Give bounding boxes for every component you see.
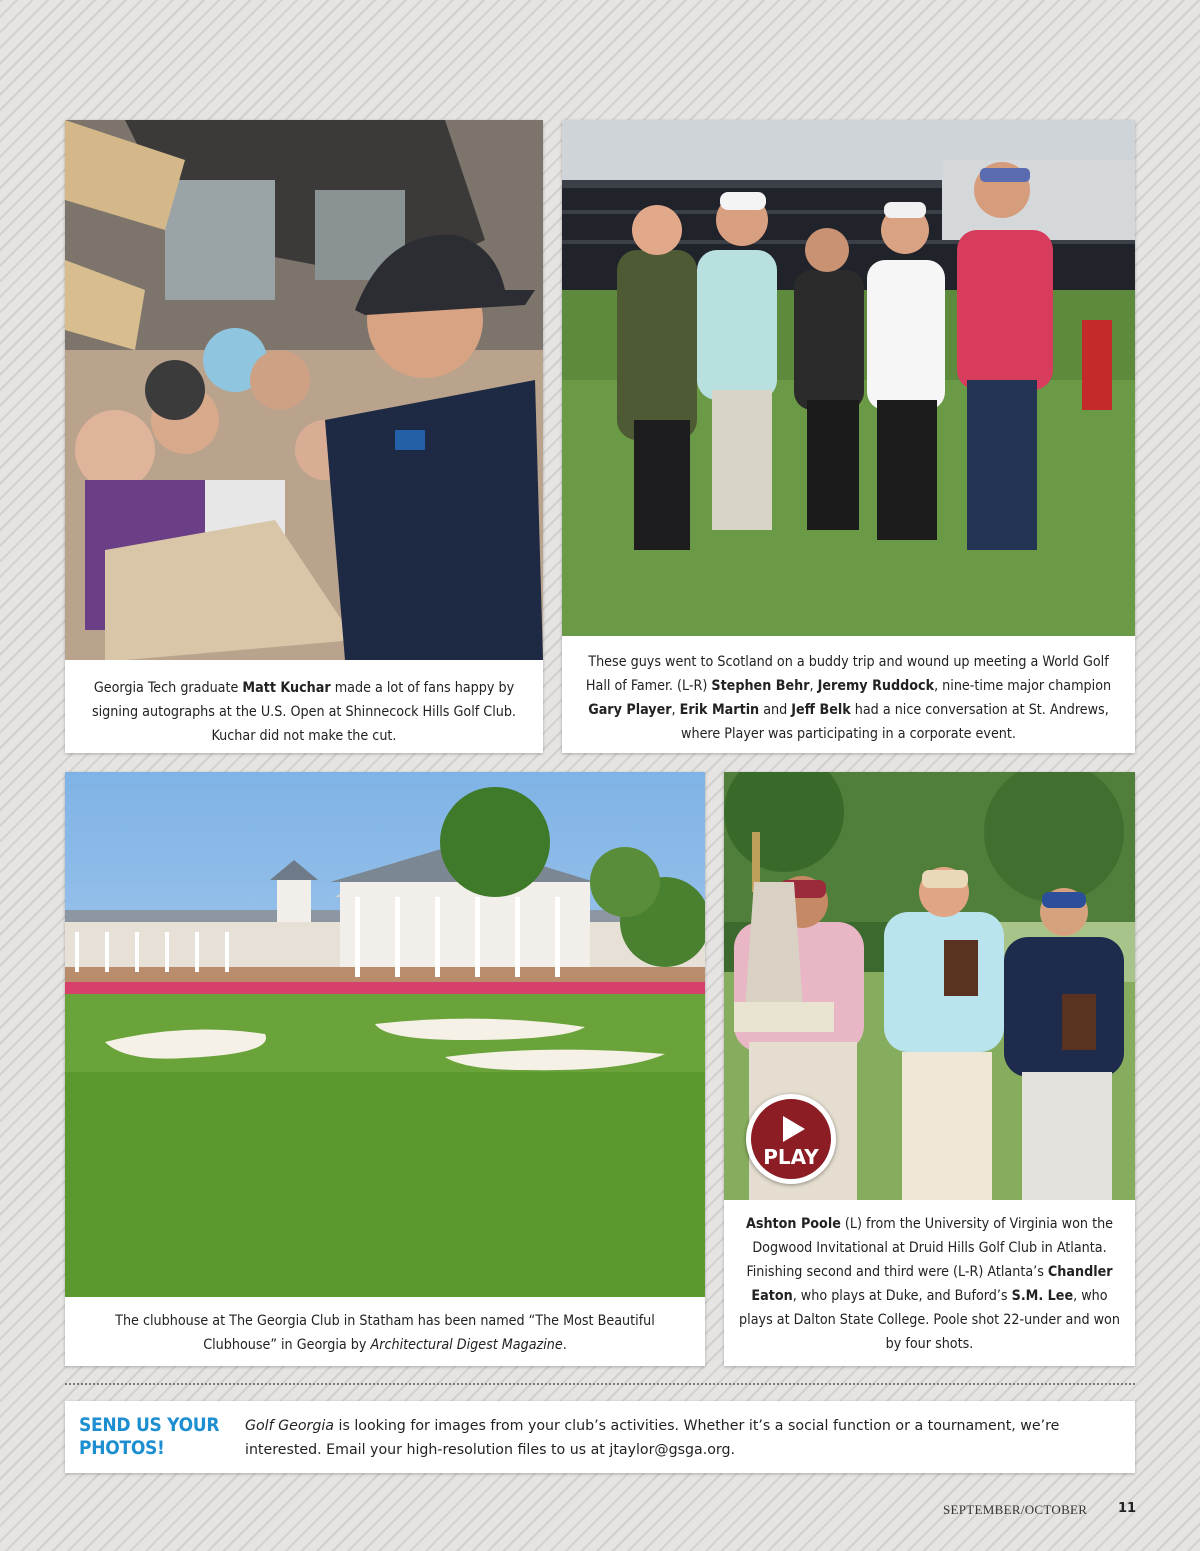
caption-text: , (809, 678, 818, 694)
caption-text: , who plays at Dalton State College. Poole shot 22-under and won by four shots. (739, 1288, 1120, 1352)
caption-dogwood (738, 1212, 1121, 1356)
caption-text: These guys went to Scotland on a buddy trip and wound up meeting a World Golf Hall of Famer. (L-R) (585, 654, 1109, 694)
caption-kuchar (79, 676, 529, 748)
caption-text: is looking for images from your club’s activities. Whether it’s a social function or a tournament, we’re interested. Email your high-resolution files to us at jtaylor@gsga.org. (245, 1418, 1060, 1458)
photo-kuchar-autographs (65, 120, 543, 660)
photo-card-kuchar (65, 120, 543, 753)
send-photos-body (245, 1414, 1115, 1462)
send-photos-heading-line1: SEND US YOUR (79, 1414, 220, 1436)
caption-clubhouse (79, 1309, 691, 1357)
photo-card-scotland (562, 120, 1135, 753)
caption-italic-text: Golf Georgia (245, 1418, 334, 1434)
send-photos-box (65, 1401, 1135, 1473)
caption-name: Stephen Behr (711, 678, 810, 694)
caption-text: . (562, 1337, 567, 1353)
caption-text: , nine-time major champion (934, 678, 1112, 694)
send-photos-heading-line2: PHOTOS! (79, 1437, 165, 1459)
photo-georgia-club-clubhouse (65, 772, 705, 1297)
caption-name: Matt Kuchar (242, 680, 331, 696)
play-icon (783, 1116, 805, 1142)
caption-name: Jeremy Ruddock (817, 678, 935, 694)
play-label: PLAY (763, 1145, 819, 1169)
page-number: 11 (1118, 1501, 1137, 1516)
caption-text: , who plays at Duke, and Buford’s (792, 1288, 1012, 1304)
caption-text: The clubhouse at The Georgia Club in Statham has been named “The Most Beautiful Clubhouse” in Georgia by (115, 1313, 655, 1353)
caption-text: (L) from the University of Virginia won the Dogwood Invitational at Druid Hills Golf Club in Atlanta. Finishing second and third were (L-R) Atlanta’s (746, 1216, 1114, 1280)
caption-name: Chandler Eaton (751, 1264, 1113, 1304)
photo-card-clubhouse (65, 772, 705, 1366)
send-photos-heading (79, 1414, 239, 1460)
caption-name: S.M. Lee (1011, 1288, 1074, 1304)
caption-text: , (671, 702, 680, 718)
caption-text: Georgia Tech graduate (93, 680, 243, 696)
caption-scotland (576, 650, 1121, 746)
caption-text: and (759, 702, 792, 718)
caption-italic-text: Architectural Digest Magazine (370, 1337, 563, 1353)
photo-card-dogwood (724, 772, 1135, 1366)
caption-name: Erik Martin (679, 702, 760, 718)
issue-label: SEPTEMBER/OCTOBER (943, 1502, 1088, 1517)
caption-name: Jeff Belk (791, 702, 851, 718)
caption-name: Ashton Poole (745, 1216, 841, 1232)
dotted-divider (65, 1383, 1135, 1385)
play-video-button[interactable] (746, 1094, 836, 1184)
caption-text: had a nice conversation at St. Andrews, where Player was participating in a corporate event. (681, 702, 1109, 742)
caption-name: Gary Player (588, 702, 672, 718)
photo-scotland-group (562, 120, 1135, 636)
photo-dogwood-invitational (724, 772, 1135, 1200)
caption-text: made a lot of fans happy by signing autographs at the U.S. Open at Shinnecock Hills Golf Club. Kuchar did not make the cut. (91, 680, 516, 744)
